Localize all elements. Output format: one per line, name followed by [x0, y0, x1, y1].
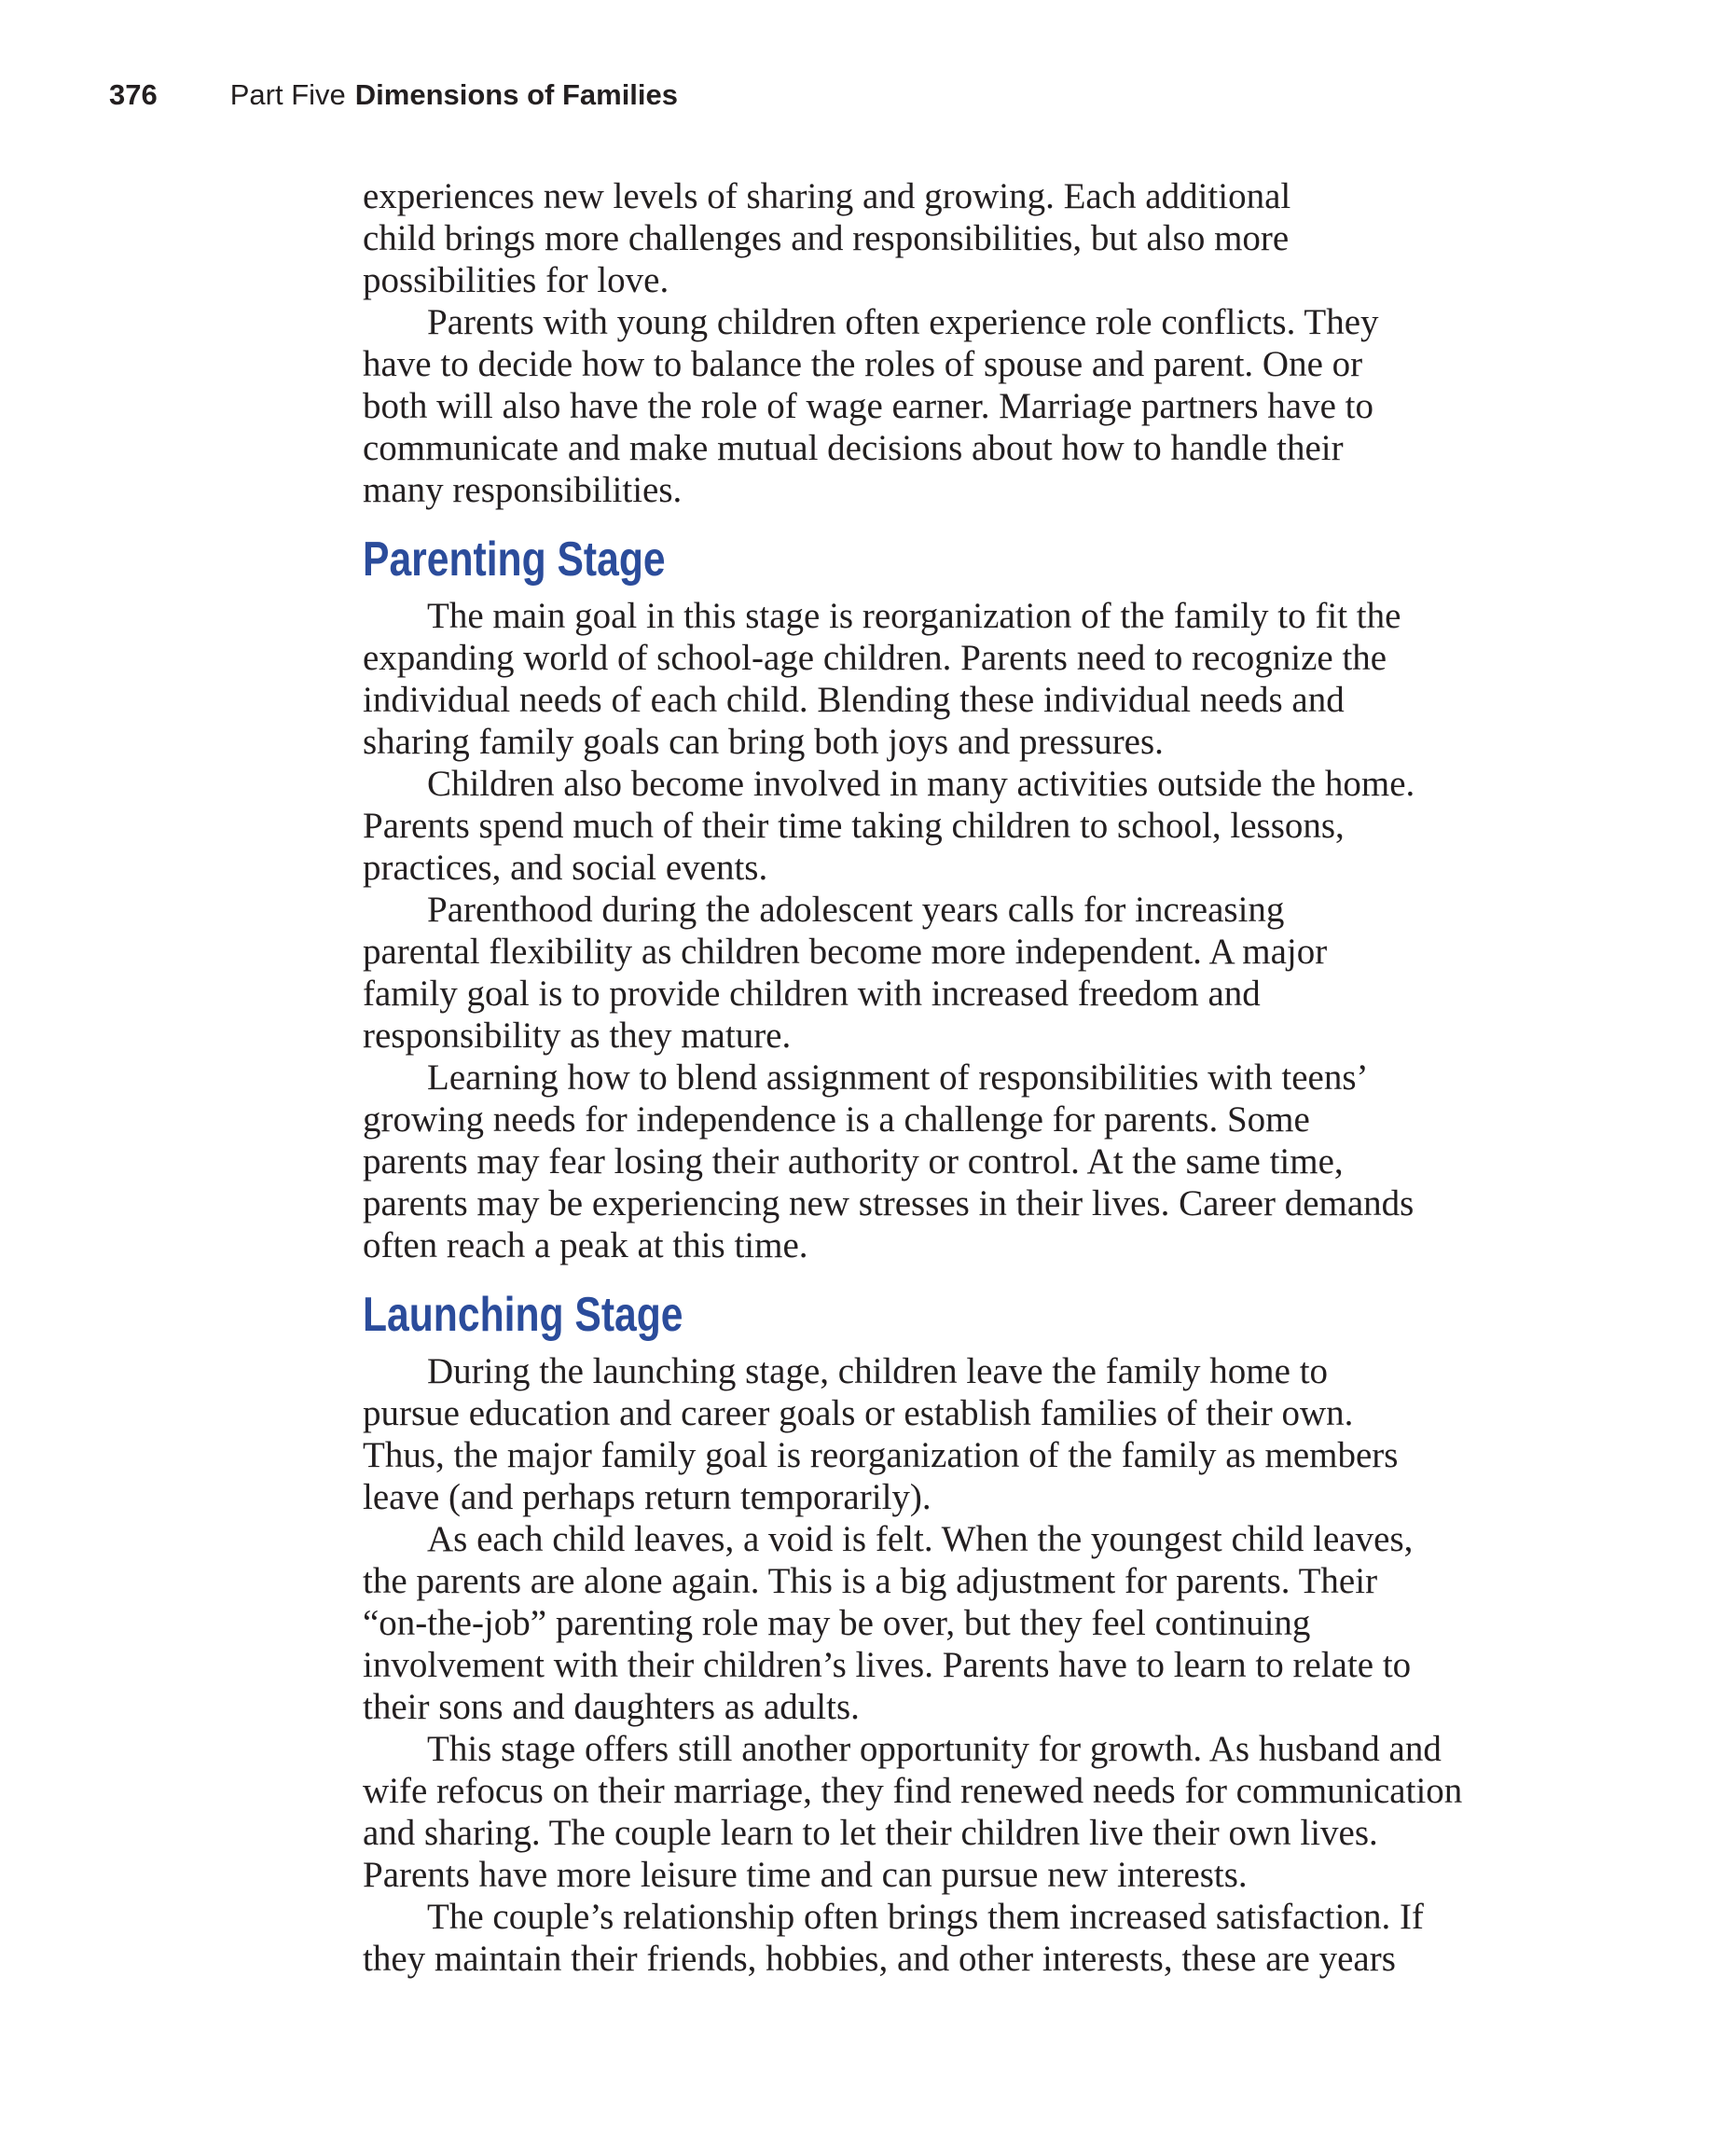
text-line: wife refocus on their marriage, they find renewed needs for communication: [363, 1771, 1463, 1811]
paragraph: [363, 175, 1575, 301]
text-line: experiences new levels of sharing and growing. Each additional: [363, 176, 1291, 216]
text-line: sharing family goals can bring both joys and pressures.: [363, 722, 1164, 762]
paragraph: [363, 1518, 1575, 1728]
text-line: During the launching stage, children leave the family home to: [427, 1351, 1329, 1391]
text-line: communicate and make mutual decisions about how to handle their: [363, 428, 1344, 468]
text-line: leave (and perhaps return temporarily).: [363, 1477, 932, 1517]
text-line: and sharing. The couple learn to let their children live their own lives.: [363, 1813, 1378, 1853]
paragraph: [363, 889, 1575, 1057]
text-line: parents may be experiencing new stresses in their lives. Career demands: [363, 1183, 1414, 1223]
text-line: have to decide how to balance the roles of spouse and parent. One or: [363, 344, 1363, 384]
part-label: Part Five: [229, 78, 346, 111]
text-line: child brings more challenges and responsibilities, but also more: [363, 218, 1290, 258]
text-line: Children also become involved in many activities outside the home.: [427, 764, 1415, 804]
paragraph: [363, 1728, 1575, 1896]
text-line: Parents spend much of their time taking children to school, lessons,: [363, 806, 1345, 846]
text-line: parental flexibility as children become more independent. A major: [363, 932, 1328, 972]
text-line: growing needs for independence is a challenge for parents. Some: [363, 1099, 1310, 1140]
paragraph: [363, 301, 1575, 511]
body-text: [363, 175, 1575, 1980]
text-line: Parents with young children often experience role conflicts. They: [427, 302, 1379, 342]
text-line: possibilities for love.: [363, 260, 669, 300]
text-line: practices, and social events.: [363, 848, 768, 888]
paragraph: [363, 1896, 1575, 1980]
text-line: often reach a peak at this time.: [363, 1225, 808, 1265]
section-heading-launching: Launching Stage: [363, 1288, 683, 1342]
text-line: The main goal in this stage is reorganization of the family to fit the: [427, 596, 1401, 636]
paragraph: [363, 763, 1575, 889]
page-number: 376: [109, 78, 158, 111]
text-line: This stage offers still another opportunity for growth. As husband and: [427, 1729, 1442, 1769]
text-line: their sons and daughters as adults.: [363, 1687, 860, 1727]
text-line: expanding world of school-age children. Parents need to recognize the: [363, 638, 1387, 678]
paragraph: [363, 595, 1575, 763]
text-line: family goal is to provide children with increased freedom and: [363, 974, 1261, 1014]
text-line: Parenthood during the adolescent years calls for increasing: [427, 890, 1285, 930]
paragraph: [363, 1057, 1575, 1266]
part-title: Dimensions of Families: [354, 78, 679, 111]
text-line: involvement with their children’s lives. Parents have to learn to relate to: [363, 1645, 1412, 1685]
text-line: Thus, the major family goal is reorganization of the family as members: [363, 1435, 1399, 1475]
text-line: Parents have more leisure time and can pursue new interests.: [363, 1855, 1248, 1895]
text-line: the parents are alone again. This is a big adjustment for parents. Their: [363, 1561, 1378, 1601]
text-line: responsibility as they mature.: [363, 1016, 792, 1056]
text-line: Learning how to blend assignment of responsibilities with teens’: [427, 1057, 1369, 1098]
running-head: [109, 76, 678, 114]
paragraph: [363, 1350, 1575, 1518]
text-line: pursue education and career goals or establish families of their own.: [363, 1393, 1354, 1433]
text-line: parents may fear losing their authority or control. At the same time,: [363, 1141, 1344, 1182]
text-line: both will also have the role of wage earner. Marriage partners have to: [363, 386, 1373, 426]
text-line: many responsibilities.: [363, 470, 683, 510]
text-line: The couple’s relationship often brings them increased satisfaction. If: [427, 1897, 1424, 1937]
section-heading-parenting: Parenting Stage: [363, 532, 666, 587]
text-line: As each child leaves, a void is felt. When the youngest child leaves,: [427, 1519, 1414, 1559]
text-line: “on-the-job” parenting role may be over, but they feel continuing: [363, 1603, 1311, 1643]
text-line: individual needs of each child. Blending these individual needs and: [363, 680, 1345, 720]
text-line: they maintain their friends, hobbies, and other interests, these are years: [363, 1939, 1396, 1979]
